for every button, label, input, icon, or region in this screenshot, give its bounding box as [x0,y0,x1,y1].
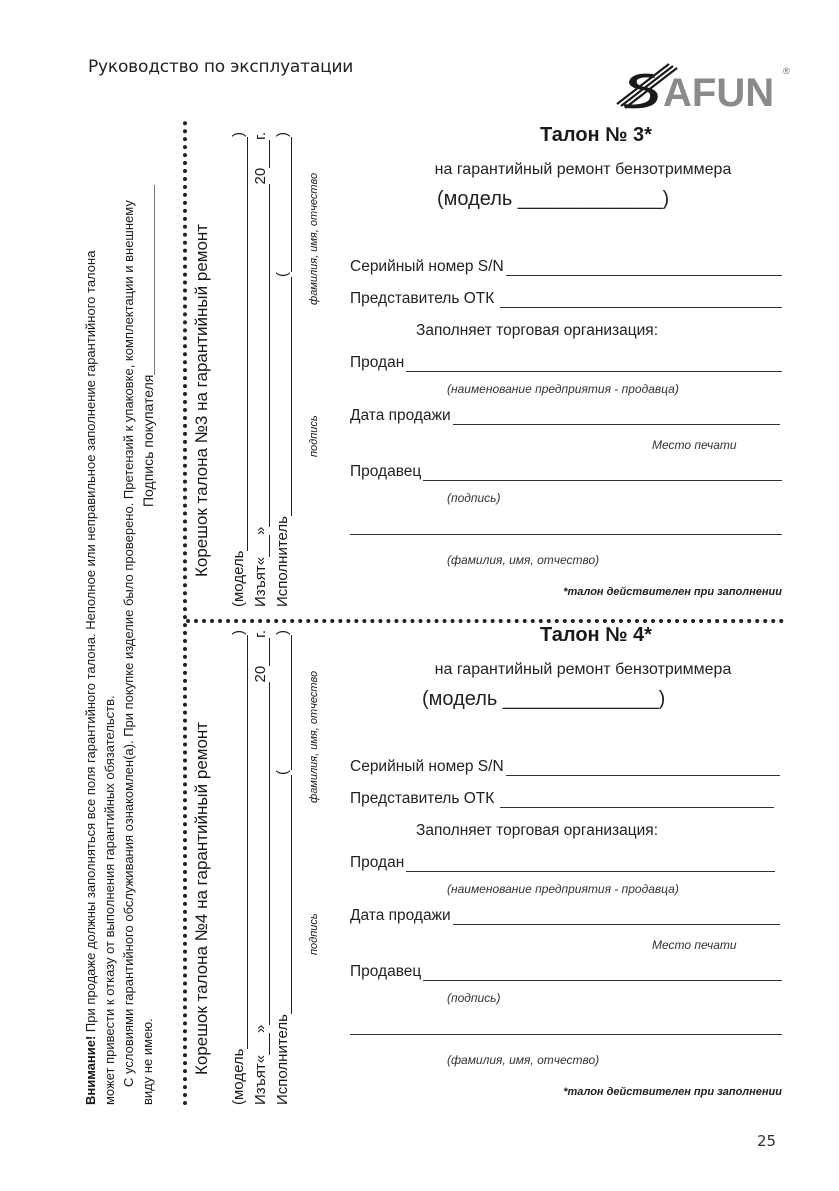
stub-paren-close: ) [274,630,291,635]
sale-date-field[interactable] [453,410,780,425]
seller-row [350,963,782,981]
coupon-subtitle: на гарантийный ремонт бензотриммера [434,161,732,178]
stub-executor-row [274,132,292,607]
serial-field[interactable] [506,261,782,276]
coupon-model-row [437,188,669,211]
coupon-model-field[interactable]: ______________ [502,688,659,710]
seller-label: Продавец [350,463,422,480]
stub-taken-row [252,630,270,1105]
stamp-hint: Место печати [652,438,737,452]
coupon-4 [350,624,782,1104]
stub-sign-hint: подпись [308,913,320,955]
serial-label: Серийный номер S/N [350,258,504,275]
stub-model-close: ) [230,630,247,635]
sold-field[interactable] [406,357,782,372]
otk-row [350,790,774,808]
buyer-signature-line[interactable] [154,185,155,375]
seller-name-field[interactable] [350,534,782,535]
otk-field[interactable] [500,793,774,808]
stub-model-field[interactable] [233,137,248,551]
safun-logo-icon [613,60,793,110]
stub-taken-month-field[interactable] [255,683,270,1025]
seller-name-hint: (фамилия, имя, отчество) [447,1053,600,1067]
stub-taken-quote: » [252,1024,269,1033]
manual-title: Руководство по эксплуатации [88,57,354,77]
otk-row [350,290,782,308]
stub-sign-hint: подпись [308,415,320,457]
stub-name-hint: фамилия, имя, отчество [308,172,320,305]
stub-taken-row [252,132,270,607]
sale-date-field[interactable] [453,910,780,925]
warning-text-1: При продаже должны заполняться все поля гарантийного талона. Неполное или неправильное заполнение гарантийного талона [83,250,98,1036]
seller-label: Продавец [350,963,422,980]
sale-date-row [350,907,780,925]
stub-name-hint: фамилия, имя, отчество [308,670,320,803]
validity-note: *талон действителен при заполнении [563,1086,782,1098]
stub-executor-sign-field[interactable] [277,277,292,516]
seller-sign-field[interactable] [423,466,782,481]
coupon-model-close: ) [662,188,670,210]
warning-bold: Внимание! [83,1035,98,1105]
stub-title: Корешок талона №3 на гарантийный ремонт [192,223,211,577]
stub-model-field[interactable] [233,635,248,1049]
stub-model-row [230,132,248,607]
stub-paren-open: ( [274,770,291,775]
safun-logo [613,60,793,110]
sold-field[interactable] [406,857,775,872]
seller-name-hint: (фамилия, имя, отчество) [447,553,600,567]
serial-row [350,258,782,276]
stub-taken-label: Изъят« [252,556,269,607]
sale-date-label: Дата продажи [350,907,451,924]
coupon-model-row [422,688,665,711]
buyer-signature-label: Подпись покупателя [140,374,156,507]
sold-hint: (наименование предприятия - продавца) [447,882,679,896]
stub-year-field[interactable] [255,140,270,168]
page-number: 25 [757,1132,777,1150]
warning-line-2: может привести к отказу от выполнения гарантийных обязательств. [102,695,117,1105]
otk-label: Представитель ОТК [350,290,495,307]
otk-label: Представитель ОТК [350,790,495,807]
coupon-title: Талон № 4* [540,624,652,646]
stub-executor-name-field[interactable] [277,137,292,272]
stub-column [80,120,345,1105]
coupon-title: Талон № 3* [540,124,652,146]
stub-taken-day-field[interactable] [255,535,270,557]
trade-org-heading: Заполняет торговая организация: [416,322,658,339]
stub-year-suffix: г. [252,132,269,140]
warning-line-1 [83,251,99,1105]
serial-row [350,758,780,776]
stub-model-label: (модель [230,550,247,607]
warning-line-3: С условиями гарантийного обслуживания ознакомлен(а). При покупке изделие было проверено. Претензий к упаковке, комплектации и внешнему [121,200,136,1087]
sold-hint: (наименование предприятия - продавца) [447,382,679,396]
coupon-model-label: (модель [422,688,498,710]
validity-note: *талон действителен при заполнении [563,586,782,598]
svg-text:®: ® [783,66,790,76]
serial-label: Серийный номер S/N [350,758,504,775]
stub-model-label: (модель [230,1048,247,1105]
sold-row [350,354,782,372]
serial-field[interactable] [506,761,780,776]
seller-sign-hint: (подпись) [447,491,501,505]
stub-executor-sign-field[interactable] [277,775,292,1014]
stub-taken-month-field[interactable] [255,185,270,527]
stub-title: Корешок талона №4 на гарантийный ремонт [192,721,211,1075]
coupon-model-label: (модель [437,188,513,210]
warning-line-4: виду не имею. [140,1018,155,1105]
stub-model-row [230,630,248,1105]
stub-taken-quote: » [252,526,269,535]
stub-model-close: ) [230,132,247,137]
stub-year-suffix: г. [252,630,269,638]
coupon-model-close: ) [658,688,666,710]
stub-executor-label: Исполнитель [274,516,291,607]
seller-name-field[interactable] [350,1034,782,1035]
stub-taken-day-field[interactable] [255,1033,270,1055]
stub-taken-label: Изъят« [252,1054,269,1105]
svg-text:AFUN: AFUN [663,71,775,110]
sold-row [350,854,775,872]
cut-line-horizontal [186,619,784,623]
sale-date-row [350,407,780,425]
coupon-3 [350,124,782,604]
stub-year-prefix: 20 [252,665,269,683]
coupon-model-field[interactable]: _____________ [517,188,663,210]
otk-field[interactable] [500,293,782,308]
stub-year-prefix: 20 [252,167,269,185]
stub-executor-name-field[interactable] [277,635,292,770]
sale-date-label: Дата продажи [350,407,451,424]
stub-year-field[interactable] [255,638,270,666]
seller-sign-hint: (подпись) [447,991,501,1005]
sold-label: Продан [350,354,405,371]
seller-row [350,463,782,481]
seller-sign-field[interactable] [423,966,782,981]
stub-paren-open: ( [274,272,291,277]
stub-paren-close: ) [274,132,291,137]
stub-executor-row [274,630,292,1105]
coupon-subtitle: на гарантийный ремонт бензотриммера [434,661,732,678]
stamp-hint: Место печати [652,938,737,952]
trade-org-heading: Заполняет торговая организация: [416,822,658,839]
sold-label: Продан [350,854,405,871]
stub-executor-label: Исполнитель [274,1014,291,1105]
cut-line-vertical [183,120,187,1105]
